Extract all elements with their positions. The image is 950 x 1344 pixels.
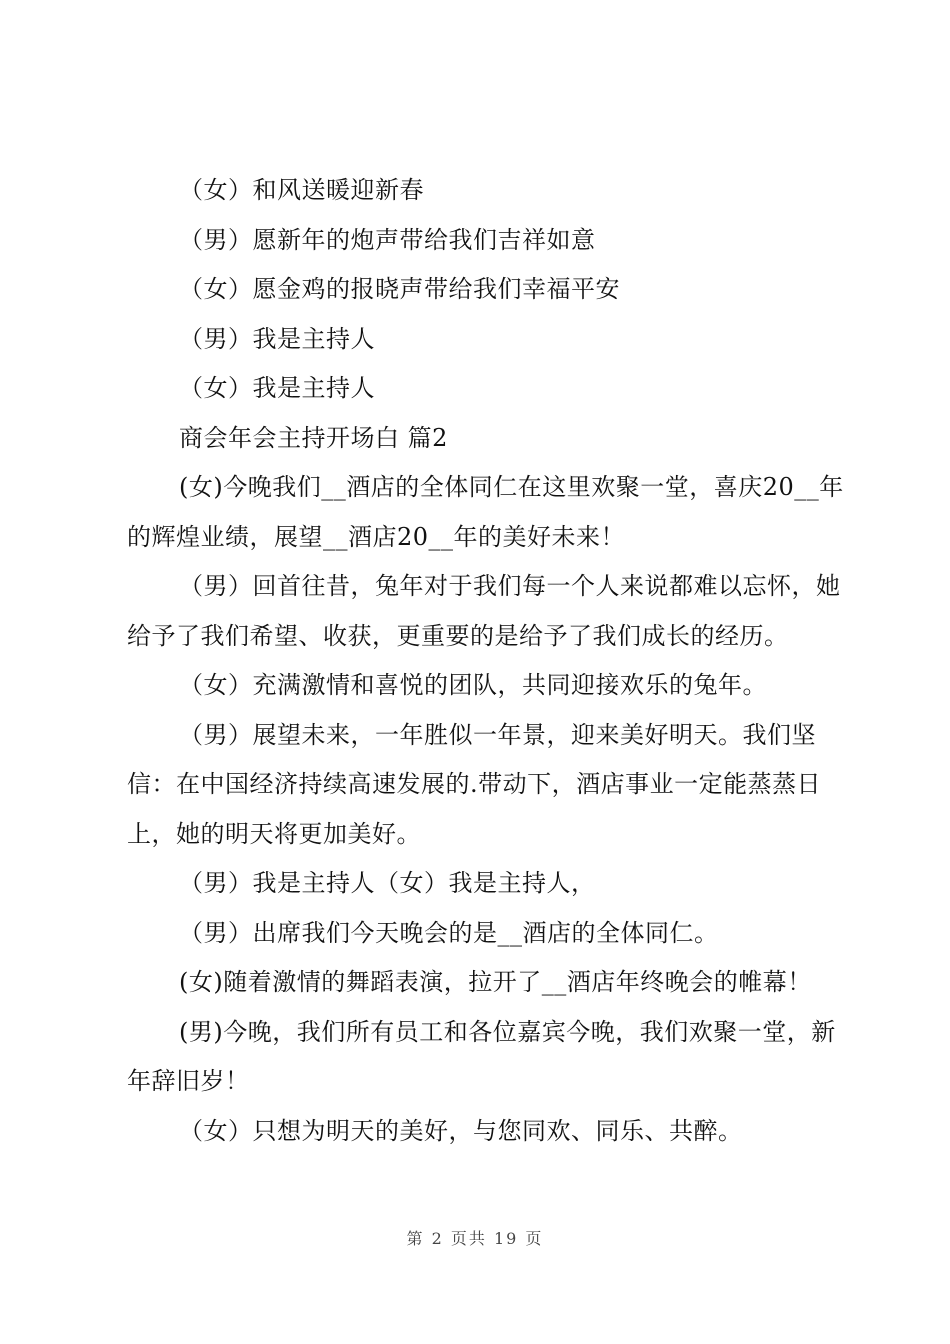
paragraph-4: （男）我是主持人 [179,324,375,353]
paragraph-12: (女)随着激情的舞蹈表演，拉开了__酒店年终晚会的帷幕！ [179,968,812,996]
section-title: 商会年会主持开场白 篇2 [179,423,448,452]
paragraph-9: （男）展望未来，一年胜似一年景，迎来美好明天。我们坚信：在中国经济持续高速发展的.带动下，酒店事业一定能蒸蒸日上，她的明天将更加美好。 [127,720,822,848]
paragraph-13: (男)今晚，我们所有员工和各位嘉宾今晚，我们欢聚一堂，新年辞旧岁！ [127,1017,836,1095]
paragraph-10: （男）我是主持人（女）我是主持人， [179,869,596,897]
paragraph-8: （女）充满激情和喜悦的团队，共同迎接欢乐的兔年。 [179,671,767,699]
paragraph-2: （男）愿新年的炮声带给我们吉祥如意 [179,225,596,254]
page-number-text: 第 2 页共 19 页 [406,1229,544,1248]
paragraph-7: （男）回首往昔，兔年对于我们每一个人来说都难以忘怀，她给予了我们希望、收获，更重要的是给予了我们成长的经历。 [127,572,841,650]
paragraph-14: （女）只想为明天的美好，与您同欢、同乐、共醉。 [179,1116,743,1145]
page-footer [0,1226,950,1249]
paragraph-6: (女)今晚我们__酒店的全体同仁在这里欢聚一堂，喜庆20__年的辉煌业绩，展望__酒店20__年的美好未来！ [127,473,844,551]
document-body [127,166,849,1156]
paragraph-11: （男）出席我们今天晚会的是__酒店的全体同仁。 [179,918,719,947]
paragraph-5: （女）我是主持人 [179,374,375,402]
paragraph-3: （女）愿金鸡的报晓声带给我们幸福平安 [179,275,620,303]
paragraph-1: （女）和风送暖迎新春 [179,176,424,204]
